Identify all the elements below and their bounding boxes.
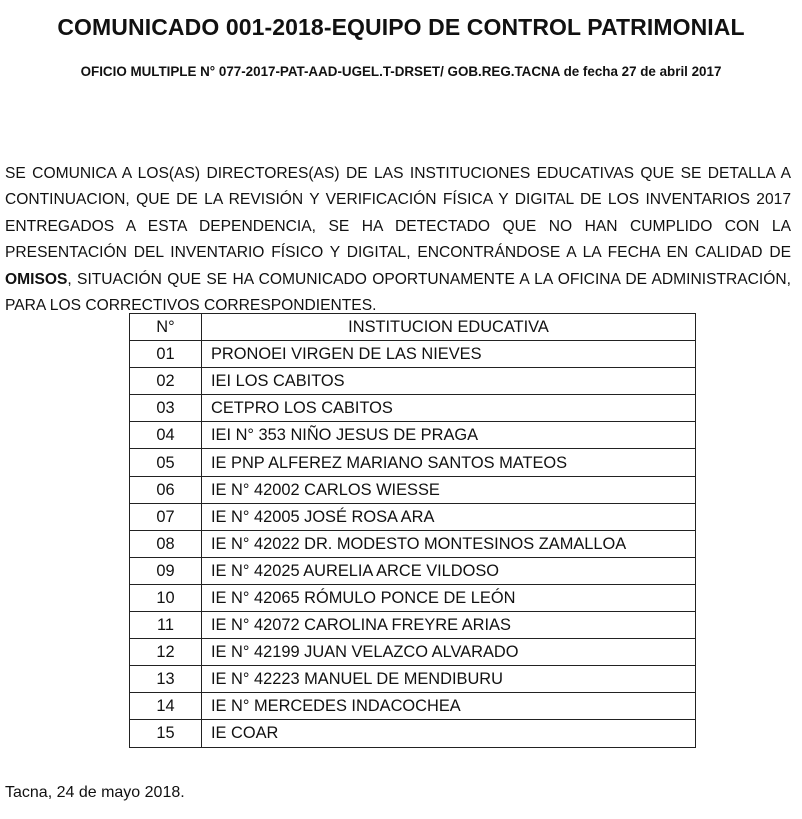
- body-text-part-2: , SITUACIÓN QUE SE HA COMUNICADO OPORTUNAMENTE A LA OFICINA DE ADMINISTRACIÓN, PARA LOS CORRECTIVOS CORRESPONDIENTES.: [5, 270, 791, 315]
- table-row: [130, 666, 696, 693]
- row-number: 11: [130, 612, 202, 639]
- table-row: [130, 584, 696, 611]
- footer-date: Tacna, 24 de mayo 2018.: [5, 784, 185, 801]
- table-row: [130, 612, 696, 639]
- row-number: 06: [130, 476, 202, 503]
- row-number: 01: [130, 341, 202, 368]
- row-institution: IE N° MERCEDES INDACOCHEA: [202, 693, 696, 720]
- row-institution: IEI N° 353 NIÑO JESUS DE PRAGA: [202, 422, 696, 449]
- row-number: 12: [130, 639, 202, 666]
- row-institution: IE N° 42072 CAROLINA FREYRE ARIAS: [202, 612, 696, 639]
- row-institution: IE N° 42199 JUAN VELAZCO ALVARADO: [202, 639, 696, 666]
- row-number: 09: [130, 557, 202, 584]
- table-row: [130, 395, 696, 422]
- document-subtitle: OFICIO MULTIPLE N° 077-2017-PAT-AAD-UGEL.T-DRSET/ GOB.REG.TACNA de fecha 27 de abril 2017: [80, 64, 722, 79]
- table-row: [130, 530, 696, 557]
- table-row: [130, 449, 696, 476]
- row-institution: IE N° 42223 MANUEL DE MENDIBURU: [202, 666, 696, 693]
- row-institution: IEI LOS CABITOS: [202, 368, 696, 395]
- row-number: 14: [130, 693, 202, 720]
- row-institution: IE N° 42025 AURELIA ARCE VILDOSO: [202, 557, 696, 584]
- row-number: 07: [130, 503, 202, 530]
- row-number: 13: [130, 666, 202, 693]
- header-institution: INSTITUCION EDUCATIVA: [202, 314, 696, 341]
- header-number: N°: [130, 314, 202, 341]
- row-number: 04: [130, 422, 202, 449]
- table-row: [130, 341, 696, 368]
- table-row: [130, 639, 696, 666]
- row-number: 08: [130, 530, 202, 557]
- table-header-row: [130, 314, 696, 341]
- row-number: 15: [130, 720, 202, 747]
- row-institution: IE N° 42022 DR. MODESTO MONTESINOS ZAMALLOA: [202, 530, 696, 557]
- row-institution: IE COAR: [202, 720, 696, 747]
- table-row: [130, 422, 696, 449]
- body-text-emphasis: OMISOS: [5, 270, 68, 288]
- table-row: [130, 557, 696, 584]
- document-title: COMUNICADO 001-2018-EQUIPO DE CONTROL PATRIMONIAL: [57, 14, 745, 40]
- table-row: [130, 368, 696, 395]
- table-row: [130, 693, 696, 720]
- table-row: [130, 476, 696, 503]
- row-number: 03: [130, 395, 202, 422]
- table-row: [130, 503, 696, 530]
- row-institution: IE PNP ALFEREZ MARIANO SANTOS MATEOS: [202, 449, 696, 476]
- body-text-part-1: SE COMUNICA A LOS(AS) DIRECTORES(AS) DE LAS INSTITUCIONES EDUCATIVAS QUE SE DETALLA A CONTINUACION, QUE DE LA REVISIÓN Y VERIFICACIÓN FÍSICA Y DIGITAL DE LOS INVENTARIOS 2017 ENTREGADOS A ESTA DEPENDENCIA, SE HA DETECTADO QUE NO HAN CUMPLIDO CON LA PRESENTACIÓN DEL INVENTARIO FÍSICO Y DIGITAL, ENCONTRÁNDOSE A LA FECHA EN CALIDAD DE: [5, 164, 791, 262]
- row-number: 05: [130, 449, 202, 476]
- table-row: [130, 720, 696, 747]
- row-institution: IE N° 42005 JOSÉ ROSA ARA: [202, 503, 696, 530]
- row-institution: IE N° 42065 RÓMULO PONCE DE LEÓN: [202, 584, 696, 611]
- row-institution: PRONOEI VIRGEN DE LAS NIEVES: [202, 341, 696, 368]
- row-institution: IE N° 42002 CARLOS WIESSE: [202, 476, 696, 503]
- institutions-table: [129, 313, 696, 748]
- body-paragraph: [5, 161, 791, 320]
- row-number: 02: [130, 368, 202, 395]
- row-institution: CETPRO LOS CABITOS: [202, 395, 696, 422]
- row-number: 10: [130, 584, 202, 611]
